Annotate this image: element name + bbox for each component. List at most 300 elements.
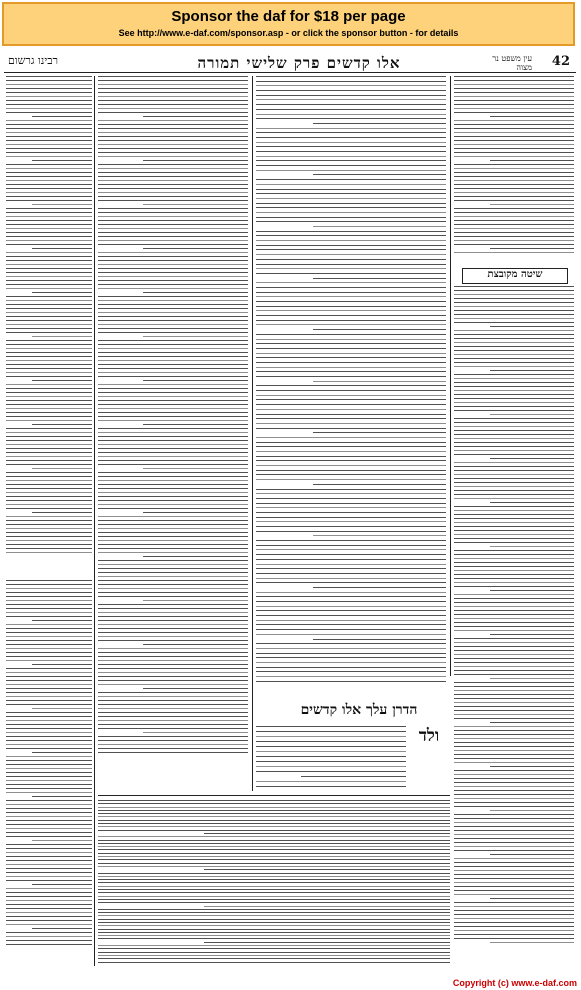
text-line — [454, 930, 574, 931]
text-line — [98, 873, 450, 874]
text-line — [256, 726, 406, 727]
text-line — [98, 752, 248, 753]
text-line — [454, 350, 574, 351]
text-line — [256, 582, 446, 583]
text-line — [256, 306, 446, 307]
text-line — [6, 632, 92, 633]
text-line — [256, 559, 446, 560]
text-line — [98, 724, 248, 725]
text-line — [454, 742, 574, 743]
text-line — [98, 324, 248, 325]
text-line — [454, 806, 574, 807]
text-line — [98, 816, 450, 817]
text-line — [98, 596, 248, 597]
text-line — [454, 290, 574, 291]
text-line — [6, 904, 92, 905]
text-line — [6, 660, 92, 661]
text-line — [256, 531, 446, 532]
text-line — [6, 832, 92, 833]
text-line — [256, 334, 446, 335]
text-line — [6, 804, 92, 805]
text-line — [98, 492, 248, 493]
text-line — [454, 434, 574, 435]
text-line — [98, 464, 248, 465]
text-line — [6, 816, 92, 817]
text-line — [454, 918, 574, 919]
text-line — [256, 301, 446, 302]
text-line — [6, 120, 92, 121]
text-line — [98, 620, 248, 621]
text-line — [98, 200, 248, 201]
text-line — [454, 842, 574, 843]
text-line — [454, 124, 574, 125]
text-line — [6, 644, 92, 645]
text-line — [6, 828, 92, 829]
text-line — [98, 588, 248, 589]
text-line — [256, 268, 446, 269]
text-line — [454, 330, 574, 331]
text-line — [454, 630, 574, 631]
text-line — [454, 658, 574, 659]
text-line — [32, 116, 92, 117]
text-line — [256, 568, 446, 569]
text-line — [98, 846, 450, 847]
text-line — [454, 738, 574, 739]
text-line — [256, 310, 446, 311]
text-line — [256, 653, 446, 654]
text-line — [98, 919, 450, 920]
text-line — [454, 446, 574, 447]
text-line — [454, 470, 574, 471]
text-line — [98, 540, 248, 541]
text-line — [98, 935, 450, 936]
text-line — [98, 276, 248, 277]
text-line — [6, 640, 92, 641]
text-line — [6, 476, 92, 477]
text-line — [256, 156, 446, 157]
text-line — [6, 760, 92, 761]
text-line — [454, 192, 574, 193]
gemara-column — [256, 76, 446, 701]
text-line — [454, 522, 574, 523]
text-line — [454, 778, 574, 779]
text-line — [256, 414, 446, 415]
text-line — [32, 708, 92, 709]
text-line — [454, 550, 574, 551]
text-line — [454, 690, 574, 691]
text-line — [6, 772, 92, 773]
text-line — [454, 538, 574, 539]
text-line — [313, 587, 446, 588]
column-divider — [252, 76, 253, 791]
text-line — [6, 444, 92, 445]
text-line — [256, 741, 406, 742]
text-line — [454, 646, 574, 647]
text-line — [6, 676, 92, 677]
text-line — [6, 76, 92, 77]
text-line — [454, 120, 574, 121]
text-line — [454, 818, 574, 819]
text-line — [6, 196, 92, 197]
text-line — [98, 320, 248, 321]
text-line — [98, 532, 248, 533]
text-line — [6, 876, 92, 877]
text-lines — [98, 76, 248, 756]
text-line — [454, 156, 574, 157]
text-line — [6, 404, 92, 405]
text-line — [454, 758, 574, 759]
text-line — [6, 636, 92, 637]
text-line — [256, 606, 446, 607]
text-line — [98, 909, 450, 910]
text-line — [98, 628, 248, 629]
text-line — [98, 859, 450, 860]
text-line — [454, 694, 574, 695]
text-line — [98, 656, 248, 657]
text-line — [6, 240, 92, 241]
text-line — [6, 252, 92, 253]
text-line — [490, 326, 574, 327]
text-line — [6, 436, 92, 437]
text-line — [98, 484, 248, 485]
ein-mishpat-label: עין משפט נר מצוה — [492, 54, 532, 72]
text-line — [98, 136, 248, 137]
text-line — [6, 784, 92, 785]
text-line — [454, 782, 574, 783]
text-line — [6, 492, 92, 493]
text-line — [256, 240, 446, 241]
text-line — [454, 346, 574, 347]
sponsor-banner[interactable] — [2, 2, 575, 46]
text-line — [98, 344, 248, 345]
text-line — [6, 656, 92, 657]
text-line — [6, 920, 92, 921]
text-line — [6, 408, 92, 409]
text-line — [454, 306, 574, 307]
text-line — [6, 748, 92, 749]
text-line — [256, 76, 446, 77]
text-line — [454, 354, 574, 355]
text-line — [454, 422, 574, 423]
text-line — [98, 516, 248, 517]
text-line — [454, 450, 574, 451]
text-line — [256, 207, 446, 208]
text-line — [6, 724, 92, 725]
text-line — [256, 578, 446, 579]
text-line — [256, 643, 446, 644]
text-line — [98, 876, 450, 877]
text-line — [256, 489, 446, 490]
text-line — [454, 240, 574, 241]
text-line — [6, 412, 92, 413]
text-lines — [6, 580, 92, 948]
text-line — [98, 100, 248, 101]
text-line — [6, 448, 92, 449]
text-line — [454, 228, 574, 229]
text-line — [6, 608, 92, 609]
column-divider — [94, 76, 95, 966]
text-line — [256, 109, 446, 110]
text-line — [6, 528, 92, 529]
sponsor-subtitle[interactable]: See http://www.e-daf.com/sponsor.asp - or click the sponsor button - for details — [118, 28, 459, 38]
text-line — [98, 652, 248, 653]
text-line — [98, 820, 450, 821]
text-line — [256, 418, 446, 419]
text-line — [32, 928, 92, 929]
text-line — [6, 728, 92, 729]
text-line — [454, 734, 574, 735]
text-line — [6, 872, 92, 873]
text-line — [98, 228, 248, 229]
text-line — [490, 810, 574, 811]
text-line — [6, 596, 92, 597]
text-line — [6, 684, 92, 685]
text-line — [98, 460, 248, 461]
text-line — [256, 390, 446, 391]
left-commentary-label: רבינו גרשום — [8, 54, 58, 67]
text-line — [454, 934, 574, 935]
text-line — [256, 761, 406, 762]
text-line — [6, 944, 92, 945]
text-line — [98, 384, 248, 385]
text-line — [6, 324, 92, 325]
lead-word: ולד — [418, 726, 440, 746]
text-line — [98, 640, 248, 641]
text-line — [98, 456, 248, 457]
text-line — [98, 932, 450, 933]
text-line — [32, 796, 92, 797]
text-line — [6, 712, 92, 713]
text-line — [98, 172, 248, 173]
text-line — [454, 706, 574, 707]
text-line — [143, 556, 248, 557]
text-line — [6, 520, 92, 521]
text-line — [98, 388, 248, 389]
text-line — [454, 136, 574, 137]
text-line — [6, 888, 92, 889]
text-line — [454, 310, 574, 311]
text-line — [256, 81, 446, 82]
text-line — [98, 524, 248, 525]
text-line — [6, 172, 92, 173]
column-divider — [450, 76, 451, 676]
text-line — [454, 358, 574, 359]
text-line — [256, 564, 446, 565]
text-line — [6, 844, 92, 845]
text-line — [143, 512, 248, 513]
text-line — [98, 240, 248, 241]
text-line — [98, 368, 248, 369]
text-line — [454, 858, 574, 859]
text-line — [6, 744, 92, 745]
text-line — [6, 856, 92, 857]
text-line — [98, 736, 248, 737]
text-line — [6, 224, 92, 225]
text-line — [98, 660, 248, 661]
text-line — [256, 179, 446, 180]
text-line — [98, 803, 450, 804]
text-line — [454, 334, 574, 335]
text-line — [98, 432, 248, 433]
text-line — [256, 756, 406, 757]
text-line — [454, 914, 574, 915]
text-line — [490, 590, 574, 591]
text-line — [256, 254, 446, 255]
text-line — [313, 329, 446, 330]
text-line — [98, 863, 450, 864]
text-line — [98, 192, 248, 193]
text-line — [454, 710, 574, 711]
text-line — [256, 460, 446, 461]
text-line — [454, 482, 574, 483]
text-line — [32, 840, 92, 841]
text-line — [6, 892, 92, 893]
text-line — [454, 314, 574, 315]
text-line — [454, 614, 574, 615]
text-line — [6, 736, 92, 737]
text-line — [6, 368, 92, 369]
text-line — [313, 535, 446, 536]
text-line — [6, 96, 92, 97]
text-line — [6, 668, 92, 669]
text-line — [6, 540, 92, 541]
text-line — [6, 700, 92, 701]
text-line — [6, 912, 92, 913]
text-line — [6, 496, 92, 497]
text-line — [454, 322, 574, 323]
text-line — [454, 606, 574, 607]
text-line — [98, 396, 248, 397]
text-line — [98, 948, 450, 949]
text-line — [454, 558, 574, 559]
text-line — [454, 910, 574, 911]
text-line — [256, 315, 446, 316]
text-line — [454, 866, 574, 867]
text-line — [454, 374, 574, 375]
sponsor-title[interactable]: Sponsor the daf for $18 per page — [171, 8, 406, 25]
text-line — [98, 148, 248, 149]
text-line — [256, 376, 446, 377]
text-line — [6, 428, 92, 429]
text-line — [454, 878, 574, 879]
talmud-page — [4, 50, 576, 975]
text-line — [98, 604, 248, 605]
text-line — [454, 822, 574, 823]
text-line — [256, 259, 446, 260]
text-line — [454, 802, 574, 803]
text-line — [6, 148, 92, 149]
text-line — [256, 751, 406, 752]
text-line — [98, 504, 248, 505]
text-line — [98, 84, 248, 85]
text-line — [6, 100, 92, 101]
text-line — [256, 90, 446, 91]
text-line — [6, 488, 92, 489]
text-line — [256, 409, 446, 410]
text-line — [98, 826, 450, 827]
text-line — [6, 356, 92, 357]
text-line — [490, 248, 574, 249]
text-line — [98, 232, 248, 233]
text-line — [6, 344, 92, 345]
text-line — [454, 662, 574, 663]
text-line — [6, 88, 92, 89]
text-line — [6, 500, 92, 501]
text-line — [98, 672, 248, 673]
text-line — [256, 634, 446, 635]
text-line — [6, 704, 92, 705]
text-line — [6, 280, 92, 281]
text-line — [98, 696, 248, 697]
text-line — [454, 834, 574, 835]
text-line — [454, 770, 574, 771]
text-line — [454, 750, 574, 751]
text-line — [6, 124, 92, 125]
text-line — [454, 406, 574, 407]
text-line — [454, 850, 574, 851]
text-line — [98, 164, 248, 165]
text-line — [454, 382, 574, 383]
text-line — [143, 248, 248, 249]
text-line — [313, 381, 446, 382]
text-line — [98, 810, 450, 811]
text-line — [256, 189, 446, 190]
copyright-notice[interactable]: Copyright (c) www.e-daf.com — [452, 978, 577, 988]
text-line — [256, 245, 446, 246]
text-line — [454, 746, 574, 747]
text-line — [6, 332, 92, 333]
text-line — [98, 648, 248, 649]
text-line — [256, 198, 446, 199]
text-line — [6, 300, 92, 301]
text-line — [98, 272, 248, 273]
text-line — [6, 852, 92, 853]
text-line — [490, 204, 574, 205]
text-line — [256, 404, 446, 405]
text-line — [98, 544, 248, 545]
text-line — [143, 424, 248, 425]
text-line — [98, 929, 450, 930]
text-line — [256, 95, 446, 96]
text-line — [98, 680, 248, 681]
text-line — [98, 216, 248, 217]
text-line — [454, 302, 574, 303]
text-line — [6, 652, 92, 653]
text-line — [98, 568, 248, 569]
text-line — [256, 671, 446, 672]
text-line — [454, 164, 574, 165]
text-lines — [454, 286, 574, 946]
text-line — [256, 320, 446, 321]
text-line — [204, 833, 450, 834]
text-line — [454, 518, 574, 519]
text-line — [454, 774, 574, 775]
text-line — [6, 932, 92, 933]
text-line — [98, 300, 248, 301]
text-line — [98, 664, 248, 665]
text-line — [6, 548, 92, 549]
text-line — [256, 296, 446, 297]
text-line — [204, 906, 450, 907]
text-line — [98, 416, 248, 417]
text-line — [32, 468, 92, 469]
text-line — [454, 128, 574, 129]
text-line — [6, 352, 92, 353]
text-line — [6, 180, 92, 181]
text-line — [454, 144, 574, 145]
text-line — [98, 704, 248, 705]
text-line — [6, 524, 92, 525]
